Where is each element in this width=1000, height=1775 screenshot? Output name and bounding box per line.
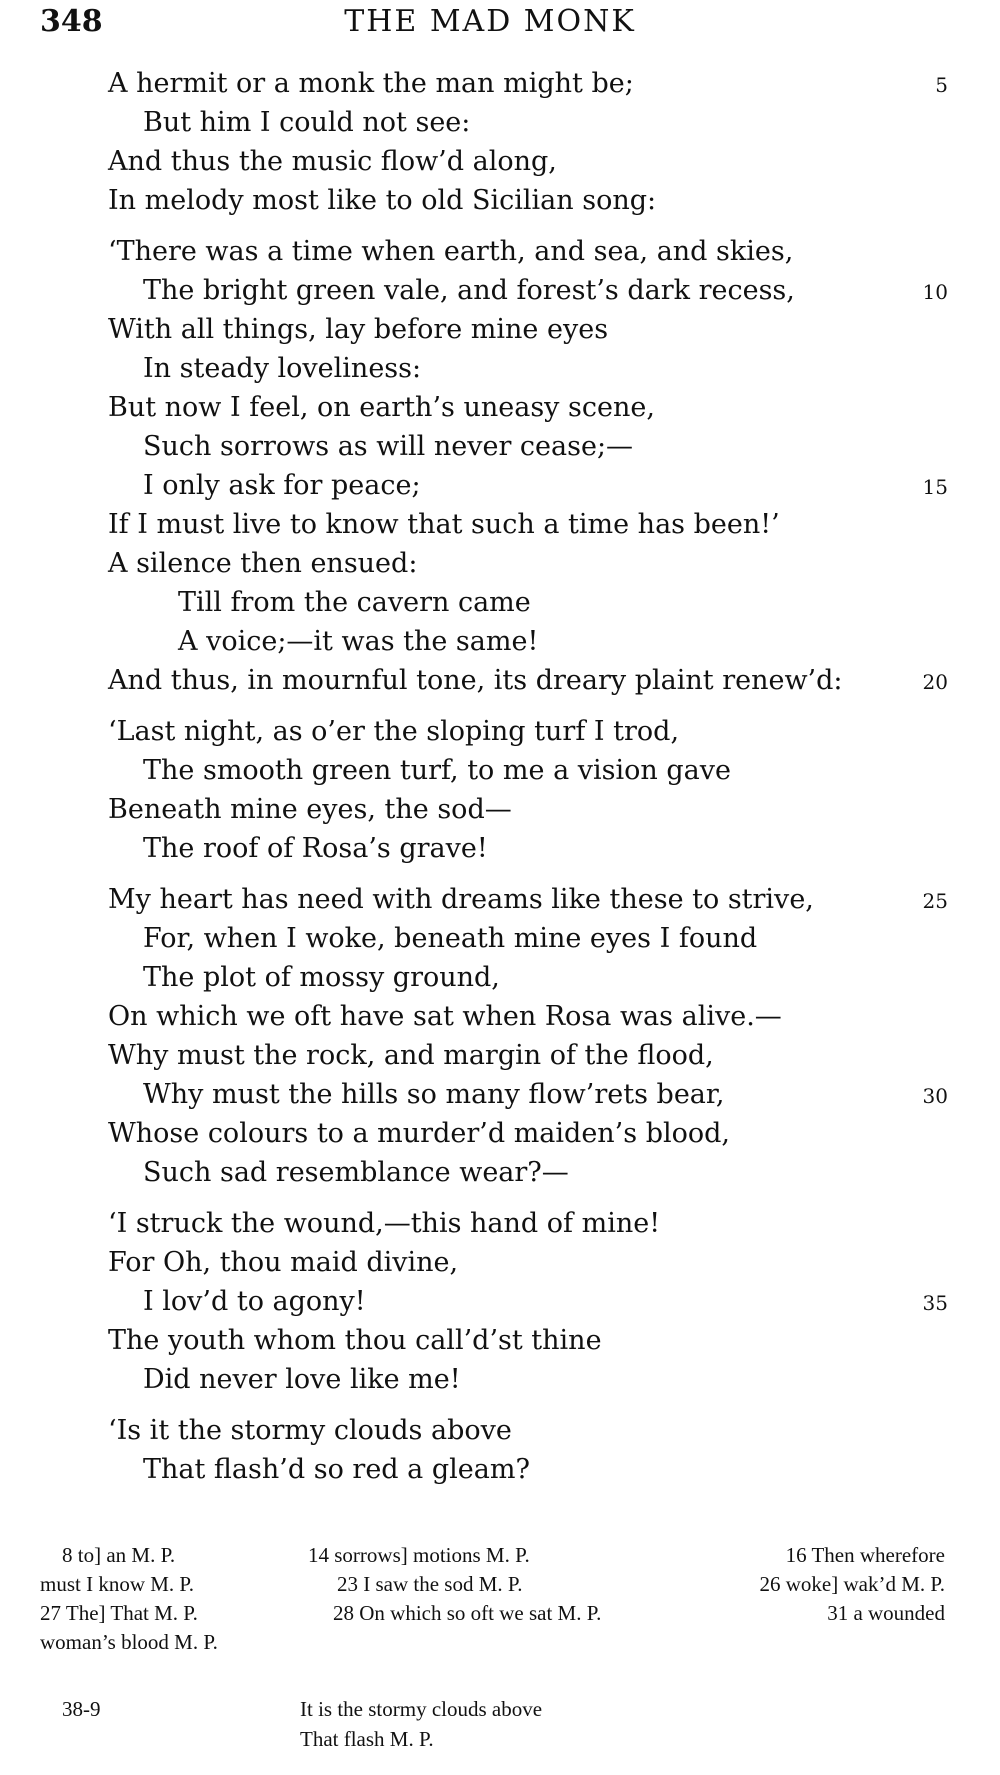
poem-line xyxy=(0,1075,1000,1114)
stanza xyxy=(0,1204,1000,1399)
poem-line xyxy=(0,142,1000,181)
note-row xyxy=(40,1541,945,1570)
poem-line-text: Beneath mine eyes, the sod— xyxy=(108,794,512,825)
line-number: 10 xyxy=(922,280,948,304)
poem-line-text: Did never love like me! xyxy=(143,1364,461,1395)
line-number: 5 xyxy=(935,73,948,97)
note-entry: woman’s blood M. P. xyxy=(40,1630,218,1654)
poem-line xyxy=(0,1411,1000,1450)
note-entry: 23 I saw the sod M. P. xyxy=(337,1572,523,1596)
poem-line-text: A voice;—it was the same! xyxy=(178,626,539,657)
poem-line xyxy=(0,790,1000,829)
note-block-line: It is the stormy clouds above xyxy=(300,1697,543,1721)
poem-line-text: On which we oft have sat when Rosa was alive.— xyxy=(108,1001,782,1032)
poem-line-text: The youth whom thou call’d’st thine xyxy=(108,1325,602,1356)
poem-line-text: ‘I struck the wound,—this hand of mine! xyxy=(108,1208,661,1239)
poem-line-text: But him I could not see: xyxy=(143,107,471,138)
poem-line xyxy=(0,622,1000,661)
running-title: THE MAD MONK xyxy=(344,4,636,39)
note-entry: 27 The] That M. P. xyxy=(40,1601,198,1625)
poem-line xyxy=(0,919,1000,958)
poem-line-text: Such sorrows as will never cease;— xyxy=(143,431,634,462)
poem-line-text: With all things, lay before mine eyes xyxy=(108,314,609,345)
textual-notes xyxy=(40,1541,945,1751)
poem-line xyxy=(0,1321,1000,1360)
line-number: 25 xyxy=(922,889,948,913)
poem-line xyxy=(0,388,1000,427)
poem-line xyxy=(0,544,1000,583)
poem-line xyxy=(0,310,1000,349)
note-entry: 14 sorrows] motions M. P. xyxy=(308,1543,530,1567)
poem-line xyxy=(0,1282,1000,1321)
line-number: 30 xyxy=(922,1084,948,1108)
poem-line-text: Till from the cavern came xyxy=(178,587,531,618)
poem-line-text: Why must the hills so many flow’rets bear, xyxy=(143,1079,725,1110)
poem-line-text: Why must the rock, and margin of the flood, xyxy=(108,1040,714,1071)
stanza xyxy=(0,232,1000,700)
page-header xyxy=(40,4,940,44)
poem-line-text: For, when I woke, beneath mine eyes I found xyxy=(143,923,758,954)
poem-line xyxy=(0,181,1000,220)
poem-line-text: If I must live to know that such a time has been!’ xyxy=(108,509,780,540)
poem-line-text: That flash’d so red a gleam? xyxy=(143,1454,530,1485)
poem-line xyxy=(0,829,1000,868)
poem-line-text: The smooth green turf, to me a vision gave xyxy=(143,755,731,786)
note-row xyxy=(40,1570,945,1599)
poem-line-text: A silence then ensued: xyxy=(108,548,418,579)
poem-line-text: And thus, in mournful tone, its dreary plaint renew’d: xyxy=(108,665,843,696)
poem-line xyxy=(0,271,1000,310)
poem-body xyxy=(0,64,1000,1501)
poem-line xyxy=(0,1243,1000,1282)
note-row xyxy=(40,1628,945,1657)
line-number: 35 xyxy=(922,1291,948,1315)
poem-line xyxy=(0,997,1000,1036)
poem-line xyxy=(0,427,1000,466)
poem-line-text: Whose colours to a murder’d maiden’s blood, xyxy=(108,1118,731,1149)
poem-line-text: I lov’d to agony! xyxy=(143,1286,366,1317)
page-number: 348 xyxy=(40,4,103,39)
poem-line xyxy=(0,1153,1000,1192)
poem-line xyxy=(0,232,1000,271)
poem-line-text: In steady loveliness: xyxy=(143,353,422,384)
note-block-label: 38-9 xyxy=(62,1697,101,1721)
poem-line xyxy=(0,64,1000,103)
poem-line-text: For Oh, thou maid divine, xyxy=(108,1247,459,1278)
poem-line-text: The roof of Rosa’s grave! xyxy=(143,833,488,864)
poem-line xyxy=(0,1204,1000,1243)
poem-line xyxy=(0,1114,1000,1153)
note-block-line: That flash M. P. xyxy=(300,1727,434,1751)
stanza xyxy=(0,64,1000,220)
poem-line xyxy=(0,349,1000,388)
poem-line xyxy=(0,1450,1000,1489)
poem-line xyxy=(0,583,1000,622)
poem-line xyxy=(0,958,1000,997)
note-entry: 28 On which so oft we sat M. P. xyxy=(333,1601,602,1625)
note-row xyxy=(40,1599,945,1628)
poem-line-text: And thus the music flow’d along, xyxy=(108,146,557,177)
poem-line-text: ‘Is it the stormy clouds above xyxy=(108,1415,512,1446)
poem-line xyxy=(0,880,1000,919)
poem-line xyxy=(0,505,1000,544)
poem-line-text: But now I feel, on earth’s uneasy scene, xyxy=(108,392,655,423)
poem-line-text: Such sad resemblance wear?— xyxy=(143,1157,569,1188)
poem-line-text: In melody most like to old Sicilian song: xyxy=(108,185,657,216)
note-entry: 31 a wounded xyxy=(827,1601,945,1625)
note-entry: 16 Then wherefore xyxy=(785,1543,945,1567)
note-entry: 26 woke] wak’d M. P. xyxy=(759,1572,945,1596)
poem-line xyxy=(0,1360,1000,1399)
poem-line-text: A hermit or a monk the man might be; xyxy=(108,68,634,99)
note-block-38-9 xyxy=(40,1697,945,1767)
poem-line-text: The plot of mossy ground, xyxy=(143,962,500,993)
poem-line-text: ‘There was a time when earth, and sea, and skies, xyxy=(108,236,794,267)
note-entry: 8 to] an M. P. xyxy=(62,1543,176,1567)
poem-line xyxy=(0,103,1000,142)
stanza xyxy=(0,712,1000,868)
line-number: 20 xyxy=(922,670,948,694)
poem-line xyxy=(0,712,1000,751)
poem-line xyxy=(0,466,1000,505)
poem-line xyxy=(0,751,1000,790)
poem-line-text: ‘Last night, as o’er the sloping turf I trod, xyxy=(108,716,680,747)
line-number: 15 xyxy=(922,475,948,499)
poem-line xyxy=(0,661,1000,700)
poem-line xyxy=(0,1036,1000,1075)
poem-line-text: I only ask for peace; xyxy=(143,470,421,501)
stanza xyxy=(0,880,1000,1192)
stanza xyxy=(0,1411,1000,1489)
note-entry: must I know M. P. xyxy=(40,1572,195,1596)
poem-line-text: My heart has need with dreams like these to strive, xyxy=(108,884,814,915)
poem-line-text: The bright green vale, and forest’s dark recess, xyxy=(143,275,795,306)
